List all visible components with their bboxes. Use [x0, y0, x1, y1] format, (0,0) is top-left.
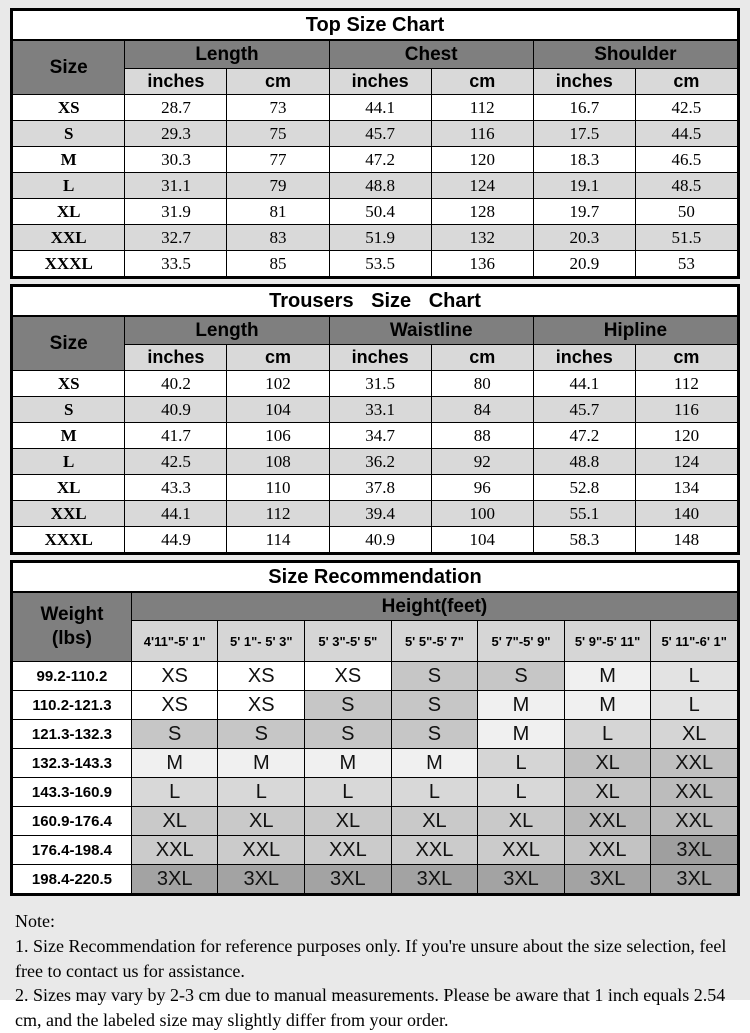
recommended-size-cell: XXL	[651, 778, 738, 807]
value-cell: 40.2	[125, 371, 227, 397]
value-cell: 45.7	[329, 121, 431, 147]
recommended-size-cell: S	[391, 691, 478, 720]
recommended-size-cell: L	[391, 778, 478, 807]
table-row	[13, 865, 738, 894]
value-cell: 44.9	[125, 527, 227, 553]
value-cell: 31.1	[125, 173, 227, 199]
unit-header: inches	[125, 69, 227, 95]
value-cell: 47.2	[533, 423, 635, 449]
value-cell: 48.8	[329, 173, 431, 199]
trousers-size-chart-title: Trousers Size Chart	[13, 287, 738, 317]
note-heading: Note:	[15, 911, 55, 931]
weight-range-cell: 99.2-110.2	[13, 662, 132, 691]
value-cell: 51.9	[329, 225, 431, 251]
height-range-header: 5' 7"-5' 9"	[478, 621, 565, 662]
recommended-size-cell: XL	[564, 749, 651, 778]
value-cell: 28.7	[125, 95, 227, 121]
value-cell: 47.2	[329, 147, 431, 173]
table-row	[13, 836, 738, 865]
weight-range-cell: 132.3-143.3	[13, 749, 132, 778]
value-cell: 106	[227, 423, 329, 449]
table-row	[13, 371, 738, 397]
weight-range-cell: 176.4-198.4	[13, 836, 132, 865]
value-cell: 48.5	[635, 173, 737, 199]
value-cell: 34.7	[329, 423, 431, 449]
table-row	[13, 691, 738, 720]
recommended-size-cell: XL	[564, 778, 651, 807]
recommended-size-cell: XL	[391, 807, 478, 836]
value-cell: 84	[431, 397, 533, 423]
value-cell: 58.3	[533, 527, 635, 553]
table-row	[13, 251, 738, 277]
recommended-size-cell: XL	[305, 807, 392, 836]
weight-header-line2: (lbs)	[51, 628, 92, 649]
recommended-size-cell: 3XL	[391, 865, 478, 894]
unit-header: cm	[635, 69, 737, 95]
weight-header-line1: Weight	[40, 604, 104, 626]
unit-header: inches	[533, 69, 635, 95]
table-row	[13, 423, 738, 449]
recommended-size-cell: XS	[305, 662, 392, 691]
value-cell: 44.1	[329, 95, 431, 121]
recommended-size-cell: XXL	[651, 807, 738, 836]
recommended-size-cell: M	[218, 749, 305, 778]
value-cell: 19.7	[533, 199, 635, 225]
value-cell: 32.7	[125, 225, 227, 251]
table-row	[13, 95, 738, 121]
value-cell: 40.9	[329, 527, 431, 553]
recommended-size-cell: XL	[478, 807, 565, 836]
table-row	[13, 449, 738, 475]
value-cell: 136	[431, 251, 533, 277]
size-cell: XL	[13, 475, 125, 501]
unit-header: inches	[329, 69, 431, 95]
recommended-size-cell: L	[564, 720, 651, 749]
recommended-size-cell: 3XL	[651, 865, 738, 894]
value-cell: 80	[431, 371, 533, 397]
size-cell: L	[13, 173, 125, 199]
value-cell: 92	[431, 449, 533, 475]
recommended-size-cell: M	[305, 749, 392, 778]
table-row	[13, 662, 738, 691]
value-cell: 51.5	[635, 225, 737, 251]
unit-header: inches	[125, 345, 227, 371]
size-column-header: Size	[13, 40, 125, 95]
recommended-size-cell: M	[564, 691, 651, 720]
trousers-size-chart-section	[10, 284, 740, 555]
recommended-size-cell: XXL	[218, 836, 305, 865]
recommended-size-cell: XL	[131, 807, 218, 836]
value-cell: 104	[431, 527, 533, 553]
table-row	[13, 749, 738, 778]
value-cell: 116	[635, 397, 737, 423]
value-cell: 102	[227, 371, 329, 397]
value-cell: 120	[635, 423, 737, 449]
recommended-size-cell: L	[305, 778, 392, 807]
value-cell: 29.3	[125, 121, 227, 147]
size-cell: XXXL	[13, 251, 125, 277]
weight-range-cell: 198.4-220.5	[13, 865, 132, 894]
value-cell: 36.2	[329, 449, 431, 475]
shoulder-group-header: Shoulder	[533, 40, 737, 69]
recommended-size-cell: 3XL	[478, 865, 565, 894]
value-cell: 116	[431, 121, 533, 147]
recommended-size-cell: XXL	[131, 836, 218, 865]
value-cell: 39.4	[329, 501, 431, 527]
value-cell: 52.8	[533, 475, 635, 501]
value-cell: 44.1	[125, 501, 227, 527]
size-column-header: Size	[13, 316, 125, 371]
recommended-size-cell: 3XL	[651, 836, 738, 865]
value-cell: 46.5	[635, 147, 737, 173]
height-range-header: 5' 3"-5' 5"	[305, 621, 392, 662]
table-row	[13, 475, 738, 501]
size-recommendation-section	[10, 560, 740, 896]
value-cell: 112	[635, 371, 737, 397]
top-size-chart-section	[10, 8, 740, 279]
recommended-size-cell: 3XL	[305, 865, 392, 894]
value-cell: 18.3	[533, 147, 635, 173]
unit-header: cm	[635, 345, 737, 371]
recommended-size-cell: XS	[131, 691, 218, 720]
unit-header: cm	[431, 345, 533, 371]
recommended-size-cell: 3XL	[218, 865, 305, 894]
length-group-header: Length	[125, 316, 329, 345]
recommended-size-cell: L	[478, 778, 565, 807]
recommended-size-cell: L	[651, 691, 738, 720]
value-cell: 44.1	[533, 371, 635, 397]
recommended-size-cell: XS	[218, 662, 305, 691]
unit-header: cm	[227, 345, 329, 371]
table-row	[13, 225, 738, 251]
value-cell: 120	[431, 147, 533, 173]
weight-range-cell: 110.2-121.3	[13, 691, 132, 720]
table-row	[13, 397, 738, 423]
recommended-size-cell: L	[218, 778, 305, 807]
recommended-size-cell: L	[131, 778, 218, 807]
recommended-size-cell: M	[478, 691, 565, 720]
trousers-size-chart-table	[12, 286, 738, 553]
value-cell: 37.8	[329, 475, 431, 501]
height-range-header: 5' 5"-5' 7"	[391, 621, 478, 662]
value-cell: 110	[227, 475, 329, 501]
value-cell: 45.7	[533, 397, 635, 423]
value-cell: 104	[227, 397, 329, 423]
value-cell: 31.9	[125, 199, 227, 225]
size-cell: XXL	[13, 501, 125, 527]
value-cell: 73	[227, 95, 329, 121]
table-row	[13, 720, 738, 749]
length-group-header: Length	[125, 40, 329, 69]
value-cell: 50.4	[329, 199, 431, 225]
unit-header: inches	[533, 345, 635, 371]
recommended-size-cell: XXL	[564, 807, 651, 836]
top-size-chart-title: Top Size Chart	[13, 11, 738, 41]
value-cell: 20.3	[533, 225, 635, 251]
table-row	[13, 501, 738, 527]
value-cell: 112	[227, 501, 329, 527]
size-cell: M	[13, 147, 125, 173]
value-cell: 50	[635, 199, 737, 225]
value-cell: 55.1	[533, 501, 635, 527]
value-cell: 33.5	[125, 251, 227, 277]
size-cell: L	[13, 449, 125, 475]
value-cell: 30.3	[125, 147, 227, 173]
value-cell: 53.5	[329, 251, 431, 277]
value-cell: 16.7	[533, 95, 635, 121]
size-recommendation-title: Size Recommendation	[13, 563, 738, 593]
size-cell: XS	[13, 95, 125, 121]
value-cell: 40.9	[125, 397, 227, 423]
waistline-group-header: Waistline	[329, 316, 533, 345]
value-cell: 42.5	[125, 449, 227, 475]
value-cell: 128	[431, 199, 533, 225]
table-row	[13, 173, 738, 199]
size-cell: XS	[13, 371, 125, 397]
value-cell: 43.3	[125, 475, 227, 501]
value-cell: 48.8	[533, 449, 635, 475]
value-cell: 77	[227, 147, 329, 173]
value-cell: 79	[227, 173, 329, 199]
size-recommendation-table	[12, 562, 738, 894]
value-cell: 124	[431, 173, 533, 199]
value-cell: 17.5	[533, 121, 635, 147]
recommended-size-cell: XXL	[478, 836, 565, 865]
table-row	[13, 778, 738, 807]
value-cell: 124	[635, 449, 737, 475]
recommended-size-cell: S	[218, 720, 305, 749]
size-cell: S	[13, 121, 125, 147]
table-row	[13, 121, 738, 147]
value-cell: 132	[431, 225, 533, 251]
table-row	[13, 807, 738, 836]
size-cell: XXL	[13, 225, 125, 251]
note-item-2: 2. Sizes may vary by 2-3 cm due to manual measurements. Please be aware that 1 inch equals 2.54 cm, and the labeled size may slightly differ from your order.	[15, 985, 726, 1031]
recommended-size-cell: XS	[131, 662, 218, 691]
value-cell: 19.1	[533, 173, 635, 199]
value-cell: 44.5	[635, 121, 737, 147]
size-cell: XL	[13, 199, 125, 225]
value-cell: 20.9	[533, 251, 635, 277]
chest-group-header: Chest	[329, 40, 533, 69]
recommended-size-cell: M	[478, 720, 565, 749]
value-cell: 140	[635, 501, 737, 527]
recommended-size-cell: L	[651, 662, 738, 691]
recommended-size-cell: XL	[218, 807, 305, 836]
top-size-chart-table	[12, 10, 738, 277]
height-range-header: 5' 1"- 5' 3"	[218, 621, 305, 662]
recommended-size-cell: M	[131, 749, 218, 778]
weight-range-cell: 121.3-132.3	[13, 720, 132, 749]
recommended-size-cell: XXL	[564, 836, 651, 865]
value-cell: 75	[227, 121, 329, 147]
size-cell: M	[13, 423, 125, 449]
value-cell: 53	[635, 251, 737, 277]
recommended-size-cell: 3XL	[131, 865, 218, 894]
height-range-header: 4'11"-5' 1"	[131, 621, 218, 662]
value-cell: 33.1	[329, 397, 431, 423]
value-cell: 112	[431, 95, 533, 121]
table-row	[13, 199, 738, 225]
value-cell: 88	[431, 423, 533, 449]
value-cell: 81	[227, 199, 329, 225]
value-cell: 108	[227, 449, 329, 475]
height-group-header: Height(feet)	[131, 592, 737, 621]
height-range-header: 5' 9"-5' 11"	[564, 621, 651, 662]
weight-range-cell: 160.9-176.4	[13, 807, 132, 836]
value-cell: 83	[227, 225, 329, 251]
value-cell: 85	[227, 251, 329, 277]
height-range-header: 5' 11"-6' 1"	[651, 621, 738, 662]
note-item-1: 1. Size Recommendation for reference purposes only. If you're unsure about the size selection, feel free to contact us for assistance.	[15, 935, 727, 981]
value-cell: 134	[635, 475, 737, 501]
table-row	[13, 527, 738, 553]
value-cell: 96	[431, 475, 533, 501]
recommended-size-cell: XS	[218, 691, 305, 720]
recommended-size-cell: XXL	[305, 836, 392, 865]
weight-column-header	[13, 592, 132, 662]
recommended-size-cell: S	[305, 691, 392, 720]
unit-header: cm	[227, 69, 329, 95]
recommended-size-cell: S	[478, 662, 565, 691]
recommended-size-cell: S	[391, 662, 478, 691]
recommended-size-cell: XXL	[651, 749, 738, 778]
recommended-size-cell: 3XL	[564, 865, 651, 894]
size-cell: XXXL	[13, 527, 125, 553]
value-cell: 114	[227, 527, 329, 553]
recommended-size-cell: S	[305, 720, 392, 749]
recommended-size-cell: M	[391, 749, 478, 778]
weight-range-cell: 143.3-160.9	[13, 778, 132, 807]
value-cell: 42.5	[635, 95, 737, 121]
recommended-size-cell: M	[564, 662, 651, 691]
note-section	[10, 901, 740, 1033]
size-cell: S	[13, 397, 125, 423]
unit-header: inches	[329, 345, 431, 371]
recommended-size-cell: XXL	[391, 836, 478, 865]
recommended-size-cell: S	[391, 720, 478, 749]
value-cell: 31.5	[329, 371, 431, 397]
recommended-size-cell: XL	[651, 720, 738, 749]
unit-header: cm	[431, 69, 533, 95]
value-cell: 100	[431, 501, 533, 527]
value-cell: 148	[635, 527, 737, 553]
recommended-size-cell: L	[478, 749, 565, 778]
hipline-group-header: Hipline	[533, 316, 737, 345]
value-cell: 41.7	[125, 423, 227, 449]
table-row	[13, 147, 738, 173]
recommended-size-cell: S	[131, 720, 218, 749]
